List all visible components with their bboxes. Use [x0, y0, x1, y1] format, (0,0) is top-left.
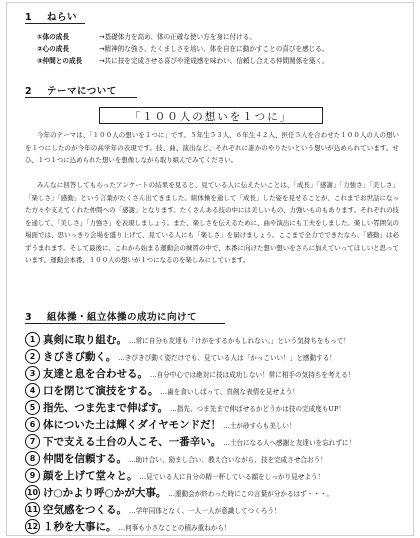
tip-number: 10 — [25, 485, 40, 500]
tip-main: 下で支える土台の人こそ、一番辛い。 — [43, 436, 222, 448]
section-3-underline — [25, 323, 225, 324]
tip-main: 友達と息を合わせる。 — [43, 368, 148, 380]
tip-number: 1 — [25, 332, 40, 347]
section-title-text: テーマについて — [47, 86, 117, 97]
section-1-underline — [25, 23, 85, 24]
aim-text: →精神的な強さ、たくましさを培い、体を自在に動かすことの喜びを感じる。 — [99, 45, 329, 53]
aim-item — [37, 55, 329, 65]
tip-main: 空気感をつくる。 — [43, 504, 127, 516]
tip-note: …運動会が終わった時にこの言葉が分かるはず・・・。 — [168, 489, 334, 498]
aim-item — [37, 43, 328, 53]
section-1-title — [25, 9, 77, 23]
tip-note: …土台になる人へ感謝と友達いを忘れずに！ — [223, 438, 356, 447]
paragraph-survey: みんなに回答してもらったアンケートの結果を見ると、見ている人に伝えたいことは、「成長」「感謝」「力強さ」「美しさ」「楽しさ」「感動」という言葉がたくさん出てきました。組体操を通して「成長」した姿を見せることが、これまでお世話になった方々や支えてくれた仲間への「感謝」となります。たくさんある技の中には美しいもの、力強いものもあります。それぞれの技を通して、「美しさ」「力強さ」を表現しましょう。また、楽しさを伝えるために、曲や演出にも工夫をしました。楽しい雰囲気の場面では、思いっきり会場を盛り上げて、見ている人にも「楽しさ」を届けましょう。ここまで全力でできたなら、「感動」は必ずうまれます。そして最後に、これから始まる運動会の練習の中で、本番に向けた想い想いをさらに加えていってほしいと思っています。運動会本番、１００人の想いが１つになるのを楽しみにしています。 — [25, 181, 399, 264]
tip-main: きびきび動く。 — [43, 351, 117, 363]
document-page — [6, 2, 414, 536]
aim-text: →共に技を完成させる喜びや達成感を味わい、信頼し合える仲間関係を築く。 — [99, 57, 329, 65]
section-2-title — [25, 83, 117, 97]
section-title-text: 組体操・組立体操の成功に向けて — [47, 312, 198, 323]
tip-number: 2 — [25, 349, 40, 364]
section-number: 3 — [25, 312, 33, 323]
section-number: 2 — [25, 86, 33, 97]
tip-number: 4 — [25, 383, 40, 398]
tip-number: 7 — [25, 434, 40, 449]
aim-label: ①体の成長 — [37, 33, 69, 41]
aim-label: ②心の成長 — [37, 45, 69, 53]
section-3-title — [25, 309, 197, 323]
aim-item — [37, 31, 256, 41]
tip-note: …指先、つま先まで伸ばせるかどうかは技の完成度もUP！ — [170, 404, 346, 413]
tip-number: 11 — [25, 502, 40, 517]
theme-box — [99, 107, 323, 124]
tip-main: 顔を上げて堂々と。 — [43, 470, 138, 482]
theme-title: 「１００人の想いを１つに」 — [129, 111, 293, 123]
tip-note: …常に自分も友達も「けがをするかもしれない。」という気持ちをもって！ — [129, 336, 350, 345]
tip-note: …自分中心では絶対に技は成功しない！常に相手の気持ちを考える！ — [150, 370, 355, 379]
tip-note: …見ている人に自分の精一杯している顔をしっかり見せよう！ — [139, 472, 325, 481]
tip-main: 真剣に取り組む。 — [43, 334, 127, 346]
tip-number: 5 — [25, 400, 40, 415]
tip-main: 指先、つま先まで伸ばす。 — [43, 402, 169, 414]
tip-note: …歯を食いしばって、真剣な表情を見せよう！ — [160, 387, 299, 396]
tip-main: 仲間を信頼する。 — [43, 453, 127, 465]
tip-note: …土が砂すらも美しい！ — [223, 421, 296, 430]
tip-note: …学年同体となく、一人一人が意識してつくろう！ — [129, 506, 281, 515]
tip-main: １秒を大事に。 — [43, 521, 117, 533]
tip-number: 9 — [25, 468, 40, 483]
section-number: 1 — [25, 12, 33, 23]
section-title-text: ねらい — [47, 12, 78, 23]
tip-main: 口を閉じて演技をする。 — [43, 385, 159, 397]
tip-number: 8 — [25, 451, 40, 466]
aim-text: →基礎体力を高め、体の正確な使い方を身に付ける。 — [99, 33, 256, 41]
tip-item — [25, 516, 231, 535]
tip-note: …何事も小さなことの積み重ねから！ — [118, 523, 231, 532]
tip-main: 体についた土は輝くダイヤモンドだ！ — [43, 419, 222, 431]
aim-label: ③仲間との成長 — [37, 57, 83, 65]
tip-main: け○かより呼○かが大事。 — [43, 487, 167, 499]
tip-note: …きびきび動く姿だけでも、見ている人は「かっこいい！」と感動する！ — [118, 353, 336, 362]
tip-number: 6 — [25, 417, 40, 432]
tip-number: 12 — [25, 519, 40, 534]
section-2-underline — [25, 97, 137, 98]
tip-number: 3 — [25, 366, 40, 381]
paragraph-intro: 今年のテーマは、「１００人の想いを１つに」です。５年生５３人、６年生４２人、担任５人を合わせた１００人の人の想いを１つにしたのが今年の高学年の表現です。技、曲、演出など、それぞれに誰かのやりたいという想いが込められています。せひ、１つ１つに込められた想いを想像しながら取り組んでみてください。 — [25, 131, 399, 164]
tip-note: …助け合い、励まし合い、教え合いながら、技を完成させ合おう！ — [129, 455, 327, 464]
